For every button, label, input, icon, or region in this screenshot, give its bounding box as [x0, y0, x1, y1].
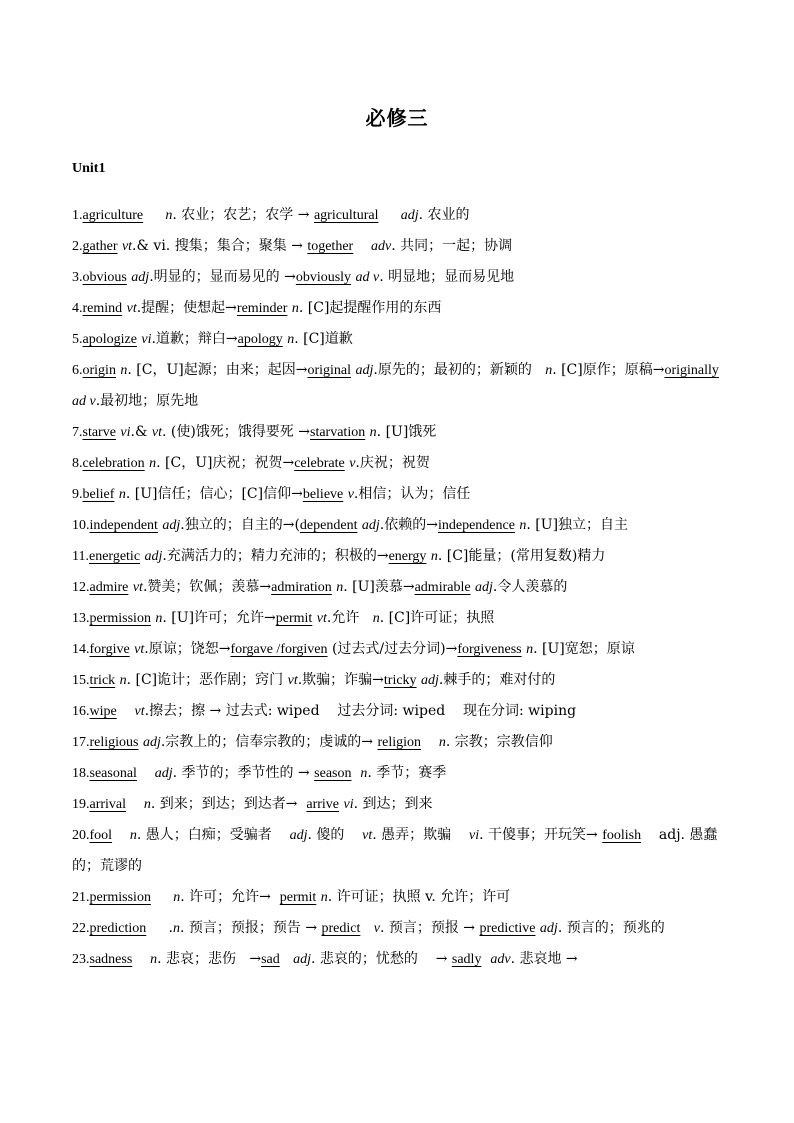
definition-text: .宗教上的；信奉宗教的；虔诚的→	[160, 734, 378, 750]
vocab-word: celebrate	[294, 456, 345, 471]
vocab-word: tricky	[383, 673, 417, 688]
entry-number: 20.	[72, 828, 90, 843]
definition-text: . [U]信任；信心；[C]信仰→	[125, 486, 303, 502]
entry-number: 9.	[72, 487, 83, 502]
definition-text: . 许可证；执照 v. 允许；许可	[327, 889, 511, 905]
part-of-speech: adj	[361, 518, 380, 533]
vocab-word: foolish	[602, 828, 642, 843]
definition-text: . [C，U]起源；由来；起因→	[127, 362, 308, 378]
definition-text	[137, 765, 155, 781]
part-of-speech: vi	[141, 332, 152, 347]
vocab-word: admirable	[414, 580, 471, 595]
vocab-entry	[72, 541, 724, 572]
vocab-word: celebration	[82, 456, 145, 471]
definition-text: .令人羡慕的	[492, 579, 568, 595]
entry-number: 13.	[72, 611, 90, 626]
vocab-word: forgive	[89, 642, 130, 657]
definition-text: .道歉；辩白→	[151, 331, 238, 347]
entry-number: 11.	[72, 549, 89, 564]
definition-text: . 农业；农艺；农学 →	[172, 207, 314, 223]
part-of-speech: v	[373, 921, 380, 936]
part-of-speech: ad v	[355, 270, 380, 285]
vocab-entry	[72, 913, 724, 944]
vocab-word: wipe	[89, 704, 117, 719]
entry-number: 23.	[72, 952, 90, 967]
vocab-word: dependent	[299, 518, 358, 533]
entry-number: 21.	[72, 890, 90, 905]
part-of-speech: adj	[144, 549, 163, 564]
vocab-entry	[72, 417, 724, 448]
part-of-speech: n	[118, 487, 126, 502]
vocab-word: independent	[89, 518, 158, 533]
vocab-entry	[72, 944, 724, 975]
definition-text: . 悲哀；悲伤 →	[157, 951, 262, 967]
definition-text: .相信；认为；信任	[353, 486, 471, 502]
vocab-word: permission	[89, 611, 151, 626]
entry-number: 6.	[72, 363, 83, 378]
definition-text	[421, 734, 439, 750]
vocab-word: predict	[321, 921, 361, 936]
part-of-speech: vt	[287, 673, 298, 688]
vocab-word: forgave /forgiven	[230, 642, 328, 657]
vocab-word: agriculture	[82, 208, 144, 223]
part-of-speech: ad v	[72, 394, 96, 409]
definition-text: .原先的；最初的；新颖的	[373, 362, 546, 378]
definition-text: .充满活力的；精力充沛的；积极的→	[162, 548, 389, 564]
vocab-word: originally	[664, 363, 719, 378]
part-of-speech: adj	[475, 580, 493, 595]
vocab-entry	[72, 758, 724, 789]
definition-text: . 愚人；白痴；受骗者	[136, 827, 290, 843]
definition-text: .赞美；钦佩；羡慕→	[142, 579, 272, 595]
definition-text	[378, 207, 400, 223]
vocab-word: starvation	[310, 425, 366, 440]
part-of-speech: n	[165, 208, 173, 223]
vocab-entry	[72, 603, 724, 634]
vocab-word: starve	[82, 425, 116, 440]
vocab-word: apology	[237, 332, 283, 347]
vocab-word: permission	[89, 890, 151, 905]
vocab-word: fool	[89, 828, 113, 843]
part-of-speech: vi	[343, 797, 354, 812]
entry-number: 3.	[72, 270, 83, 285]
definition-text	[126, 796, 144, 812]
definition-text: . [U]独立；自主	[526, 517, 629, 533]
vocab-entry	[72, 324, 724, 355]
definition-text: . [C]许可证；执照	[379, 610, 495, 626]
part-of-speech: adj	[421, 673, 439, 688]
definition-text: . 农业的	[418, 207, 470, 223]
part-of-speech: vt	[126, 301, 137, 316]
vocab-word: energy	[388, 549, 427, 564]
entry-number: 10.	[72, 518, 90, 533]
vocab-entry	[72, 572, 724, 603]
definition-text: . 悲哀的；忧愁的 →	[311, 951, 452, 967]
vocab-entry	[72, 479, 724, 510]
definition-text: .明显的；显而易见的 →	[149, 269, 296, 285]
entry-number: 2.	[72, 239, 83, 254]
vocab-word: independence	[437, 518, 515, 533]
vocab-word: admire	[89, 580, 129, 595]
definition-text: . [U]饿死	[376, 424, 437, 440]
part-of-speech: vt	[121, 239, 133, 254]
part-of-speech: adj	[162, 518, 181, 533]
entry-number: 14.	[72, 642, 90, 657]
vocab-entry	[72, 355, 724, 417]
vocab-word: energetic	[88, 549, 141, 564]
vocab-word: arrival	[89, 797, 127, 812]
definition-text: . [U]宽恕；原谅	[533, 641, 635, 657]
unit-heading: Unit1	[72, 161, 106, 176]
part-of-speech: n	[519, 518, 527, 533]
definition-text	[143, 207, 165, 223]
definition-text: (过去式/过去分词)→	[327, 641, 458, 657]
part-of-speech: vt	[134, 642, 145, 657]
vocab-word: sadness	[89, 952, 133, 967]
definition-text: .依赖的→	[379, 517, 438, 533]
vocab-word: forgiveness	[457, 642, 522, 657]
definition-text	[112, 827, 130, 843]
vocab-entry	[72, 200, 724, 231]
part-of-speech: n	[369, 425, 377, 440]
definition-text: .擦去；擦 → 过去式: wiped 过去分词: wiped 现在分词: wiping	[144, 703, 577, 719]
vocab-entry	[72, 665, 724, 696]
part-of-speech: n	[336, 580, 344, 595]
part-of-speech: vt	[316, 611, 327, 626]
vocab-word: permit	[275, 611, 313, 626]
definition-text: .棘手的；难对付的	[438, 672, 556, 688]
vocab-entry	[72, 448, 724, 479]
definition-text: . 到达；到来	[353, 796, 433, 812]
vocab-word: sad	[261, 952, 280, 967]
part-of-speech: n	[150, 952, 158, 967]
part-of-speech: adv	[490, 952, 511, 967]
definition-text: . 共同；一起；协调	[391, 238, 513, 254]
part-of-speech: vi	[468, 828, 480, 843]
definition-text: . [U]羡慕→	[343, 579, 415, 595]
vocab-word: predictive	[479, 921, 536, 936]
part-of-speech: n	[120, 363, 128, 378]
vocab-entry	[72, 882, 724, 913]
definition-text: . 宗教；宗教信仰	[445, 734, 553, 750]
part-of-speech: v	[349, 456, 356, 471]
definition-text: . 悲哀地 →	[510, 951, 578, 967]
vocab-word: belief	[82, 487, 115, 502]
definition-text: . 预言；预报；预告 →	[179, 920, 322, 936]
part-of-speech: adj	[355, 363, 374, 378]
part-of-speech: vt	[151, 425, 162, 440]
entry-number: 16.	[72, 704, 90, 719]
vocab-word: trick	[89, 673, 116, 688]
vocab-word: apologize	[82, 332, 137, 347]
vocab-word: together	[307, 239, 354, 254]
vocab-word: sadly	[451, 952, 482, 967]
definition-text: .&	[130, 424, 152, 440]
vocab-word: believe	[302, 487, 344, 502]
definition-text: .允许	[326, 610, 373, 626]
vocab-word: agricultural	[313, 208, 379, 223]
definition-text: . 季节的；季节性的 →	[172, 765, 315, 781]
part-of-speech: n	[291, 301, 299, 316]
entry-number: 15.	[72, 673, 90, 688]
part-of-speech: n	[526, 642, 534, 657]
vocab-entry	[72, 293, 724, 324]
definition-text	[719, 362, 723, 378]
definition-text: . [C]原作；原稿→	[552, 362, 665, 378]
definition-text: . 预言的；预兆的	[557, 920, 665, 936]
definition-text: . [C]起提醒作用的东西	[298, 300, 442, 316]
vocab-entry	[72, 696, 724, 727]
part-of-speech: adj	[142, 735, 161, 750]
part-of-speech: n	[372, 611, 380, 626]
vocab-word: remind	[82, 301, 123, 316]
part-of-speech: vt	[362, 828, 373, 843]
vocab-word: gather	[82, 239, 118, 254]
vocab-word: religion	[377, 735, 422, 750]
entry-number: 22.	[72, 921, 90, 936]
definition-text: adj. 愚蠢的；荒谬的	[72, 827, 718, 874]
entry-number: 7.	[72, 425, 83, 440]
definition-text: .最初地；原先地	[95, 393, 199, 409]
vocab-word: original	[307, 363, 352, 378]
vocabulary-list	[72, 200, 724, 975]
part-of-speech: n	[320, 890, 328, 905]
part-of-speech: n	[172, 921, 180, 936]
part-of-speech: adj	[539, 921, 558, 936]
part-of-speech: adj	[131, 270, 150, 285]
entry-number: 19.	[72, 797, 90, 812]
part-of-speech: n	[545, 363, 553, 378]
vocab-entry	[72, 231, 724, 262]
vocab-word: permit	[279, 890, 317, 905]
part-of-speech: n	[143, 797, 151, 812]
definition-text: . 傻的	[307, 827, 363, 843]
definition-text: .& vi. 搜集；集合；聚集 →	[132, 238, 308, 254]
entry-number: 8.	[72, 456, 83, 471]
part-of-speech: n	[129, 828, 137, 843]
definition-text: .欺骗；诈骗→	[297, 672, 384, 688]
definition-text: . [U]许可；允许→	[162, 610, 276, 626]
part-of-speech: vt	[134, 704, 145, 719]
definition-text: . [C]道歉	[294, 331, 353, 347]
definition-text: . 季节；赛季	[367, 765, 447, 781]
vocab-word: prediction	[89, 921, 147, 936]
definition-text: .	[146, 920, 173, 936]
definition-text	[280, 951, 293, 967]
definition-text	[117, 703, 135, 719]
definition-text: . (使)饿死；饿得要死 →	[161, 424, 310, 440]
vocab-word: seasonal	[89, 766, 137, 781]
vocab-entry	[72, 262, 724, 293]
part-of-speech: n	[173, 890, 181, 905]
definition-text: . [C]能量；(常用复数)精力	[437, 548, 606, 564]
part-of-speech: v	[347, 487, 354, 502]
part-of-speech: adj	[154, 766, 173, 781]
vocab-word: arrive	[306, 797, 340, 812]
entry-number: 12.	[72, 580, 90, 595]
definition-text	[151, 889, 173, 905]
vocab-word: origin	[82, 363, 116, 378]
part-of-speech: vi	[120, 425, 131, 440]
entry-number: 17.	[72, 735, 90, 750]
part-of-speech: adj	[289, 828, 308, 843]
part-of-speech: adj	[293, 952, 311, 967]
vocab-word: obvious	[82, 270, 127, 285]
definition-text: . [C，U]庆祝；祝贺→	[156, 455, 295, 471]
part-of-speech: n	[155, 611, 163, 626]
part-of-speech: n	[438, 735, 446, 750]
part-of-speech: n	[287, 332, 295, 347]
definition-text	[353, 238, 371, 254]
definition-text: .提醒；使想起→	[136, 300, 237, 316]
page-title: 必修三	[365, 106, 429, 130]
vocab-entry	[72, 789, 724, 820]
part-of-speech: n	[149, 456, 157, 471]
definition-text	[360, 920, 373, 936]
definition-text: . 到来；到达；到达者→	[150, 796, 307, 812]
vocab-word: obviously	[295, 270, 352, 285]
entry-number: 1.	[72, 208, 83, 223]
definition-text: . 预言；预报 →	[379, 920, 480, 936]
vocab-word: reminder	[236, 301, 288, 316]
entry-number: 5.	[72, 332, 83, 347]
part-of-speech: vt	[132, 580, 143, 595]
vocab-word: religious	[89, 735, 139, 750]
part-of-speech: adj	[400, 208, 419, 223]
entry-number: 18.	[72, 766, 90, 781]
definition-text: . 许可；允许→	[180, 889, 280, 905]
vocab-word: season	[314, 766, 352, 781]
part-of-speech: adv	[371, 239, 392, 254]
definition-text: .原谅；饶恕→	[144, 641, 231, 657]
definition-text: . 干傻事；开玩笑→	[479, 827, 603, 843]
vocab-entry	[72, 510, 724, 541]
part-of-speech: n	[430, 549, 438, 564]
definition-text	[132, 951, 150, 967]
entry-number: 4.	[72, 301, 83, 316]
vocab-entry	[72, 634, 724, 665]
part-of-speech: n	[119, 673, 127, 688]
definition-text: . [C]诡计；恶作剧；窍门	[126, 672, 288, 688]
definition-text: .庆祝；祝贺	[355, 455, 430, 471]
vocab-entry	[72, 727, 724, 758]
vocab-entry	[72, 820, 724, 882]
part-of-speech: n	[360, 766, 368, 781]
definition-text: . 愚弄；欺骗	[372, 827, 469, 843]
definition-text: .独立的；自主的→(	[180, 517, 300, 533]
vocab-word: admiration	[271, 580, 332, 595]
definition-text: . 明显地；显而易见地	[379, 269, 515, 285]
